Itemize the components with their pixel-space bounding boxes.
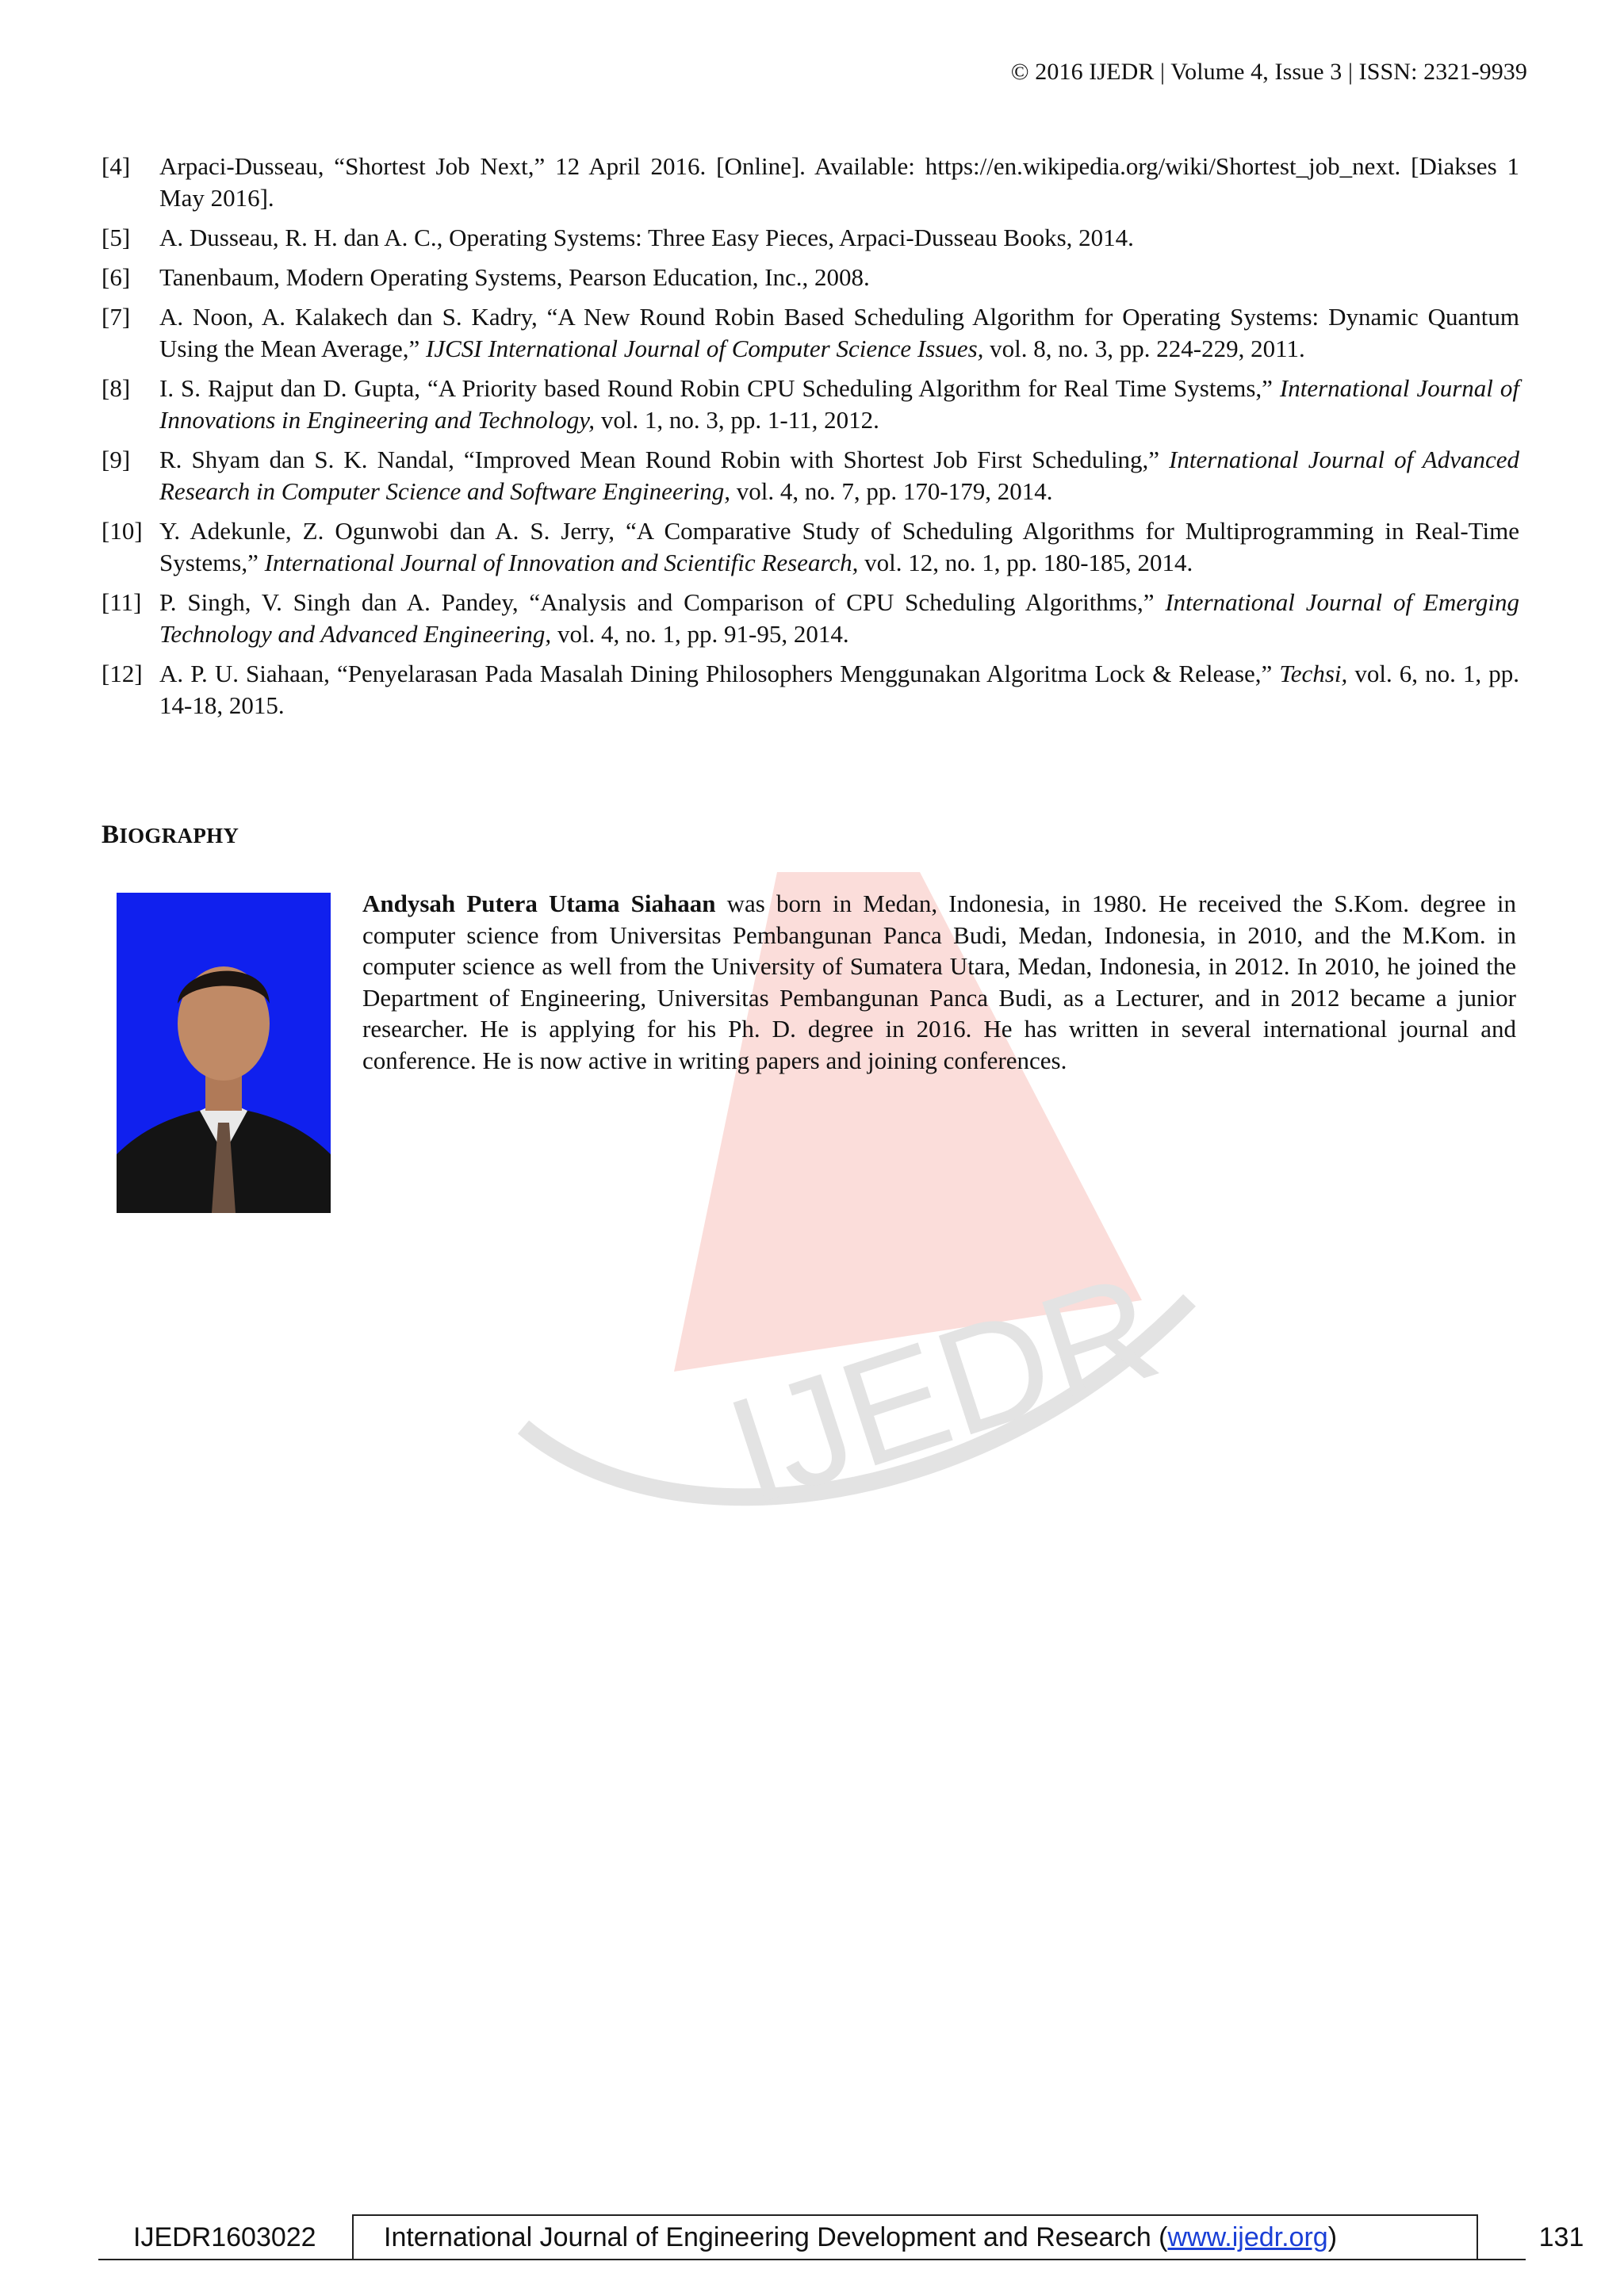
reference-item bbox=[102, 222, 1519, 254]
reference-item bbox=[102, 444, 1519, 507]
reference-number: [11] bbox=[102, 588, 142, 616]
reference-item bbox=[102, 301, 1519, 365]
reference-number: [7] bbox=[102, 303, 131, 331]
reference-number: [6] bbox=[102, 263, 131, 291]
journal-link[interactable]: www.ijedr.org bbox=[1167, 2222, 1328, 2252]
reference-item bbox=[102, 262, 1519, 293]
reference-text: A. Noon, A. Kalakech dan S. Kadry, “A New Round Robin Based Scheduling Algorithm for Operating Systems: Dynamic Quantum Using the Mean Average,” IJCSI International Journal of Computer Science Issues, vol. 8, no. 3, pp. 224-229, 2011. bbox=[159, 303, 1519, 362]
reference-text: R. Shyam dan S. K. Nandal, “Improved Mean Round Robin with Shortest Job First Scheduling,” International Journal of Advanced Research in Computer Science and Software Engineering, vol. 4, no. 7, pp. 170-179, 2014. bbox=[159, 446, 1519, 505]
reference-item bbox=[102, 587, 1519, 650]
watermark-swoosh bbox=[523, 1300, 1189, 1497]
reference-text: Arpaci-Dusseau, “Shortest Job Next,” 12 April 2016. [Online]. Available: https://en.wikipedia.org/wiki/Shortest_job_next. [Diakses 1 May 2016]. bbox=[159, 152, 1519, 212]
journal-name: International Journal of Engineering Development and Research (www.ijedr.org) bbox=[384, 2222, 1338, 2252]
author-name: Andysah Putera Utama Siahaan bbox=[362, 890, 716, 917]
biography-heading: BIOGRAPHY bbox=[102, 821, 239, 849]
reference-item bbox=[102, 373, 1519, 436]
reference-number: [4] bbox=[102, 152, 131, 180]
reference-text: I. S. Rajput dan D. Gupta, “A Priority based Round Robin CPU Scheduling Algorithm for Real Time Systems,” International Journal of Innovations in Engineering and Technology, vol. 1, no. 3, pp. 1-11, 2012. bbox=[159, 374, 1520, 434]
reference-text: P. Singh, V. Singh dan A. Pandey, “Analysis and Comparison of CPU Scheduling Algorithms,” International Journal of Emerging Technology and Advanced Engineering, vol. 4, no. 1, pp. 91-95, 2014. bbox=[159, 588, 1519, 648]
reference-item bbox=[102, 658, 1519, 721]
watermark-text: IJEDR bbox=[710, 1242, 1177, 1536]
reference-text: A. P. U. Siahaan, “Penyelarasan Pada Masalah Dining Philosophers Menggunakan Algoritma Lock & Release,” Techsi, vol. 6, no. 1, pp. 14-18, 2015. bbox=[159, 660, 1519, 719]
reference-text: A. Dusseau, R. H. dan A. C., Operating Systems: Three Easy Pieces, Arpaci-Dusseau Books, 2014. bbox=[159, 224, 1134, 251]
page-footer: IJEDR1603022 International Journal of Engineering Development and Research (www.ijedr.org) 131 bbox=[98, 2214, 1526, 2260]
reference-number: [10] bbox=[102, 517, 143, 545]
reference-item bbox=[102, 515, 1519, 579]
reference-text: Y. Adekunle, Z. Ogunwobi dan A. S. Jerry, “A Comparative Study of Scheduling Algorithms for Multiprogramming in Real-Time Systems,” International Journal of Innovation and Scientific Research, vol. 12, no. 1, pp. 180-185, 2014. bbox=[159, 517, 1519, 576]
running-header: © 2016 IJEDR | Volume 4, Issue 3 | ISSN: 2321-9939 bbox=[1010, 59, 1527, 85]
reference-item bbox=[102, 151, 1519, 214]
reference-number: [8] bbox=[102, 374, 131, 402]
reference-list bbox=[102, 151, 1519, 729]
reference-text: Tanenbaum, Modern Operating Systems, Pearson Education, Inc., 2008. bbox=[159, 263, 870, 291]
reference-number: [9] bbox=[102, 446, 131, 473]
paper-code: IJEDR1603022 bbox=[133, 2222, 316, 2252]
reference-number: [12] bbox=[102, 660, 143, 687]
author-photo bbox=[117, 893, 331, 1213]
reference-number: [5] bbox=[102, 224, 131, 251]
biography-text: Andysah Putera Utama Siahaan was born in Medan, Indonesia, in 1980. He received the S.Kom. degree in computer science from Universitas Pembangunan Panca Budi, Medan, Indonesia, in 2010, and the M.Kom. in computer science as well from the University of Sumatera Utara, Medan, Indonesia, in 2012. In 2010, he joined the Department of Engineering, Universitas Pembangunan Panca Budi, as a Lecturer, and in 2012 became a junior researcher. He is applying for his Ph. D. degree in 2016. He has written in several international journal and conference. He is now active in writing papers and joining conferences. bbox=[362, 890, 1517, 1074]
